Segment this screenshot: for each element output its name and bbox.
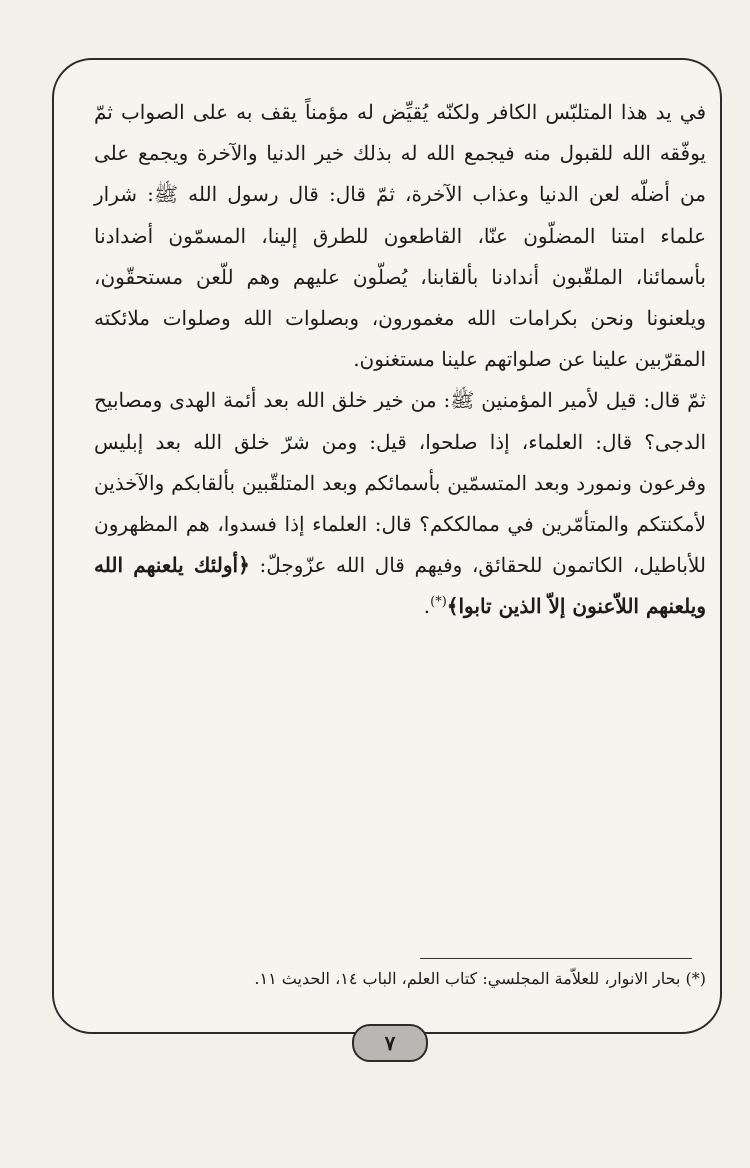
footnote-divider <box>420 958 692 959</box>
footnote-marker: (*) <box>430 594 447 610</box>
page-number: ٧ <box>384 1031 396 1055</box>
quran-verse: ﴿أولئك يلعنهم الله ويلعنهم اللاّعنون إلاّ الذين تابوا﴾ <box>94 553 706 619</box>
page-number-tab <box>352 1024 428 1062</box>
footnote: (*) بحار الانوار، للعلاّمة المجلسي: كتاب العلم، الباب ١٤، الحديث ١١. <box>254 969 706 988</box>
paragraph-2-lead: ثمّ قال: قيل لأمير المؤمنين ﷺ: من خير خلق الله بعد أئمة الهدى ومصابيح الدجى؟ قال: العلماء، إذا صلحوا، قيل: ومن شرّ خلق الله بعد إبليس وفرعون ونمورد وبعد المتسمّين بأسمائكم وبعد المتلقّبين بألقابكم والآخذين لأمكنتكم والمتأمّرين في ممالككم؟ قال: العلماء إذا فسدوا، هم المظهرون للأباطيل، الكاتمون للحقائق، وفيهم قال الله عزّوجلّ: <box>94 388 706 578</box>
body-text <box>94 92 706 628</box>
paragraph-1: في يد هذا المتلبّس الكافر ولكنّه يُقيِّض له مؤمناً يقف به على الصواب ثمّ يوفّقه الله للقبول منه فيجمع الله له بذلك خير الدنيا والآخرة ويجمع على من أضلّه لعن الدنيا وعذاب الآخرة، ثمّ قال: قال رسول الله ﷺ: شرار علماء امتنا المضلّون عنّا، القاطعون للطرق إلينا، المسمّون أضدادنا بأسمائنا، الملقّبون أندادنا بألقابنا، يُصلّون عليهم وهم للّعن مستحقّون، ويلعنونا ونحن بكرامات الله مغمورون، وبصلوات الله وصلوات ملائكته المقرّبين علينا عن صلواتهم علينا مستغنون. <box>94 100 707 372</box>
paragraph-2 <box>94 380 706 627</box>
paragraph-2-end: . <box>423 594 431 619</box>
